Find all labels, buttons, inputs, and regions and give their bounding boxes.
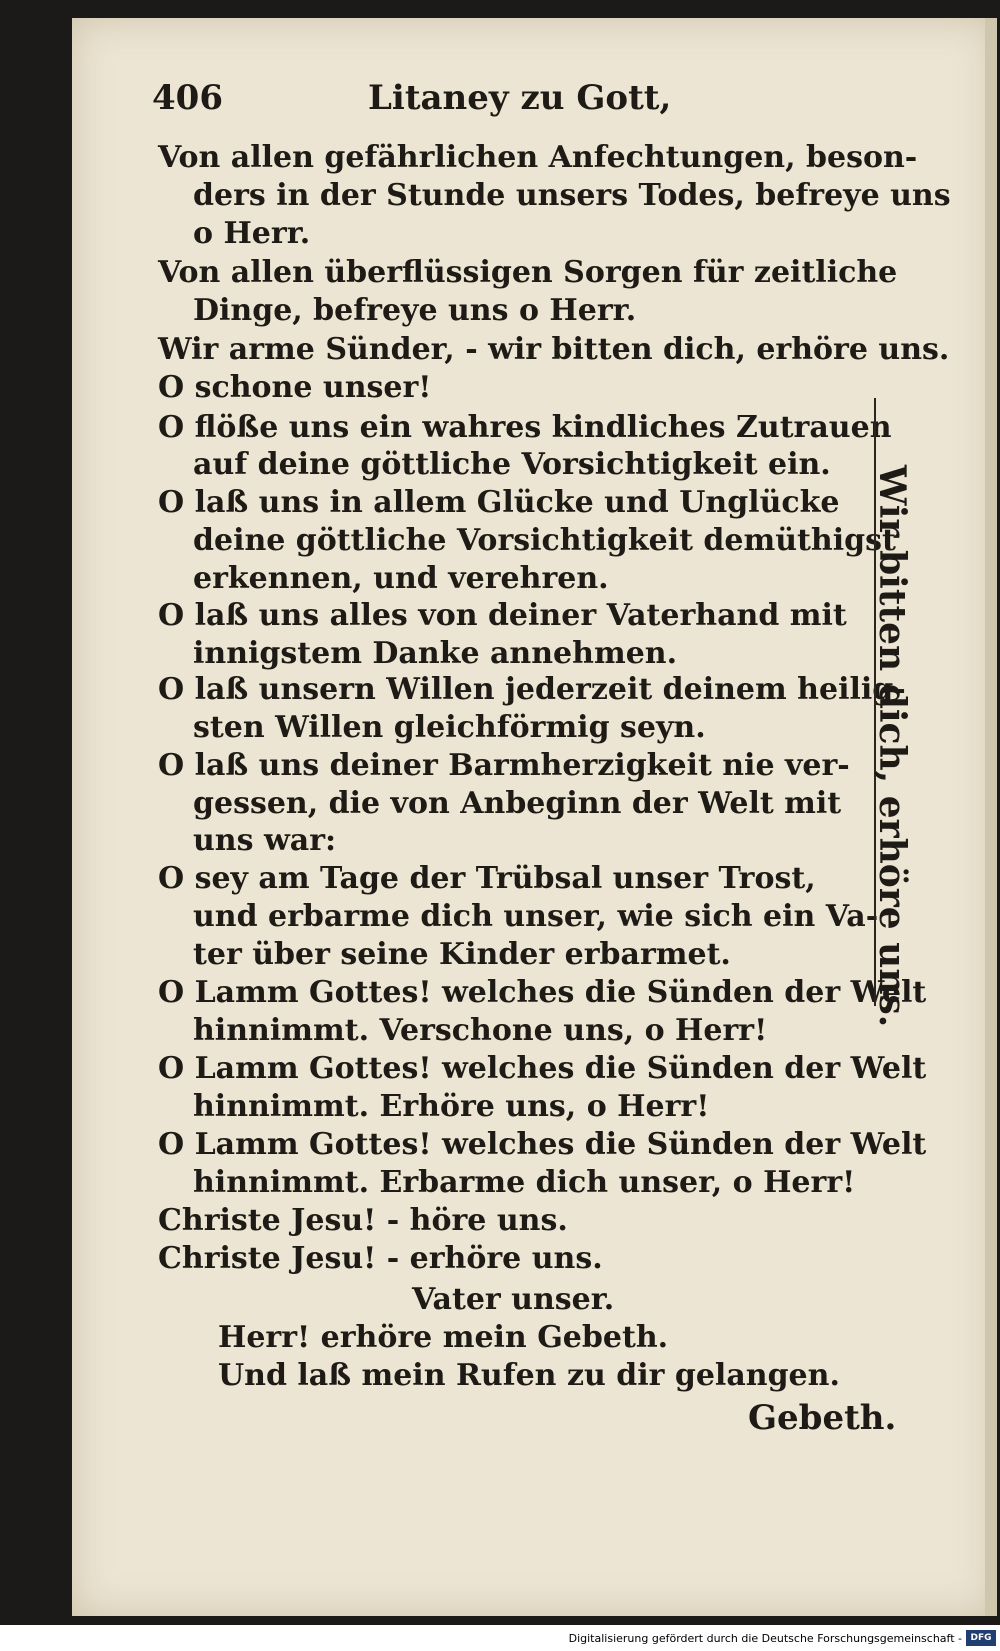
text-line: Und laß mein Rufen zu dir gelangen. — [218, 1358, 840, 1393]
text-line: innigstem Danke annehmen. — [193, 636, 678, 671]
text-line: O Lamm Gottes! welches die Sünden der Welt — [158, 1051, 927, 1086]
text-line: O laß uns alles von deiner Vaterhand mit — [158, 598, 847, 633]
text-line: Christe Jesu! - erhöre uns. — [158, 1241, 603, 1276]
section-heading: Gebeth. — [748, 1398, 897, 1438]
text-line: O laß uns in allem Glücke und Unglücke — [158, 485, 840, 520]
text-line: und erbarme dich unser, wie sich ein Va- — [193, 899, 879, 934]
text-line: gessen, die von Anbeginn der Welt mit — [193, 786, 842, 821]
text-line: Von allen gefährlichen Anfechtungen, beson- — [158, 140, 918, 175]
text-line: O Lamm Gottes! welches die Sünden der Welt — [158, 1127, 927, 1162]
page-edge — [985, 18, 997, 1616]
text-line: O sey am Tage der Trübsal unser Trost, — [158, 861, 816, 896]
running-title: Litaney zu Gott, — [368, 78, 672, 118]
text-line: Dinge, befreye uns o Herr. — [193, 293, 637, 328]
text-line: deine göttliche Vorsichtigkeit demüthigst — [193, 523, 896, 558]
text-line: sten Willen gleichförmig seyn. — [193, 710, 706, 745]
text-line: Wir arme Sünder, - wir bitten dich, erhöre uns. — [158, 332, 950, 367]
section-heading: Vater unser. — [412, 1282, 615, 1317]
dfg-logo: DFG — [966, 1630, 996, 1646]
text-line: erkennen, und verehren. — [193, 561, 609, 596]
text-line: ders in der Stunde unsers Todes, befreye uns — [193, 178, 951, 213]
footer-credit: Digitalisierung gefördert durch die Deutsche Forschungsgemeinschaft - — [568, 1632, 962, 1645]
text-line: O laß unsern Willen jederzeit deinem heilig- — [158, 672, 906, 707]
text-line: hinnimmt. Erhöre uns, o Herr! — [193, 1089, 710, 1124]
page-number: 406 — [152, 78, 223, 118]
side-response: Wir bitten dich, erhöre uns. — [871, 465, 913, 1028]
text-line: O flöße uns ein wahres kindliches Zutrauen — [158, 410, 892, 445]
text-line: Von allen überflüssigen Sorgen für zeitliche — [158, 255, 898, 290]
text-line: o Herr. — [193, 216, 311, 251]
text-line: hinnimmt. Verschone uns, o Herr! — [193, 1013, 768, 1048]
text-line: hinnimmt. Erbarme dich unser, o Herr! — [193, 1165, 856, 1200]
text-line: uns war: — [193, 823, 337, 858]
text-line: auf deine göttliche Vorsichtigkeit ein. — [193, 447, 831, 482]
text-line: O Lamm Gottes! welches die Sünden der Welt — [158, 975, 927, 1010]
text-line: Christe Jesu! - höre uns. — [158, 1203, 568, 1238]
text-line: O laß uns deiner Barmherzigkeit nie ver- — [158, 748, 850, 783]
text-line: Herr! erhöre mein Gebeth. — [218, 1320, 669, 1355]
text-line: ter über seine Kinder erbarmet. — [193, 937, 731, 972]
text-line: O schone unser! — [158, 370, 432, 405]
